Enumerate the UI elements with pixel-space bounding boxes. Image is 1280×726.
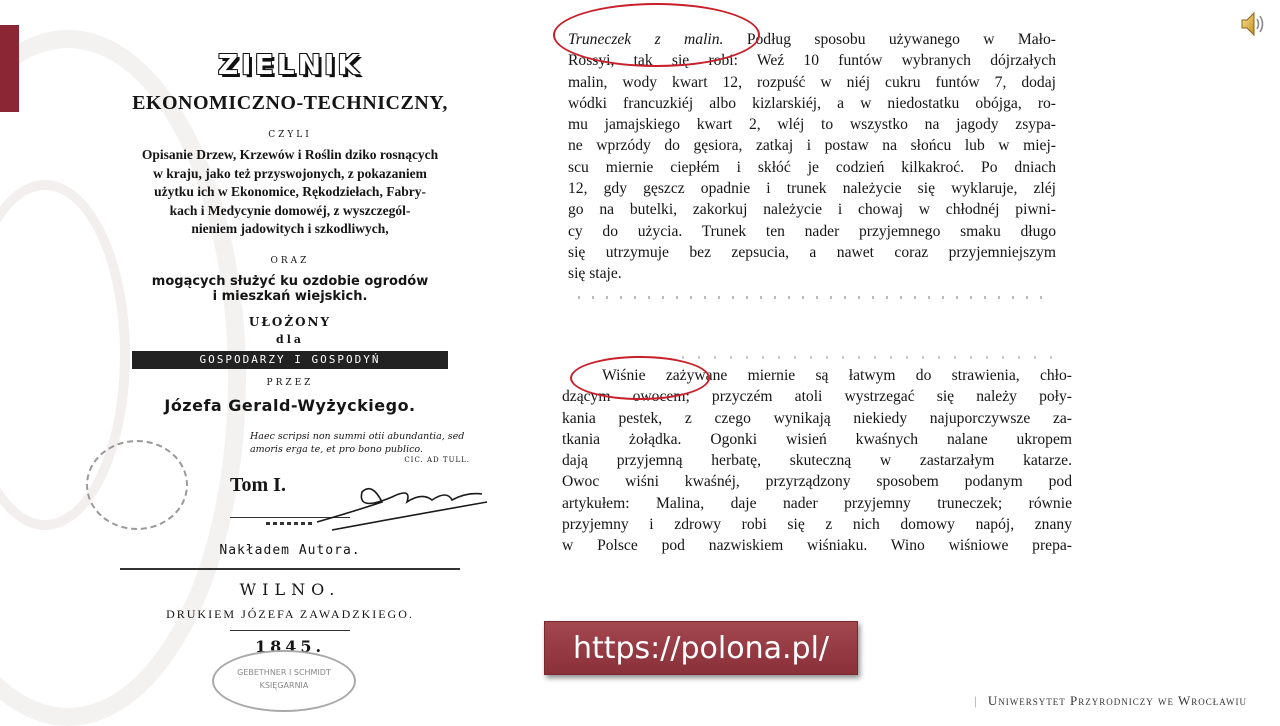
divider [230,630,350,631]
excerpt-line: wódki francuzkiéj albo kizlarskiéj, a w niedostatku obójga, ro- [568,94,1056,112]
excerpt-line: 12, gdy gęszcz opadnie i trunek należycie się wyklaruje, zléj [568,180,1056,198]
polona-link-button[interactable]: https://polona.pl/ [544,621,858,675]
mogacych-text [120,274,460,304]
speaker-icon[interactable] [1240,10,1266,38]
author-name: Józefa Gerald-Wyżyckiego. [164,396,416,415]
excerpt-line: artykułem: Malina, daje nader przyjemny truneczek; równie [562,494,1072,512]
bookseller-stamp [212,650,356,712]
ornament-divider [266,522,314,525]
quote-line: amoris erga te, et pro bono publico. [250,444,424,455]
mogacych-line: mogących służyć ku ozdobie ogrodów [151,274,429,289]
excerpt-line: go na butelki, zakorkuj należycie i chowaj w chłodnéj piwni- [568,201,1056,219]
quote-line: Haec scripsi non summi otii abundantia, sed [250,431,465,442]
publisher-note: Nakładem Autora. [219,543,361,558]
ulozony-label: UŁOŻONY [248,315,332,329]
cropped-text-fragment [682,356,1062,359]
city-label: WILNO. [239,580,341,599]
institution-name: Uniwersytet Przyrodniczy we Wrocławiu [987,693,1247,708]
excerpt-line: się utrzymuje bez zepsucia, a nawet coraz przyjemniejszym [568,243,1056,261]
cropped-text-fragment [578,296,1048,299]
excerpt-highlight-term: Truneczek z malin. [568,31,724,48]
description-line: kach i Medycynie domowéj, z wyszczegól- [169,202,411,218]
excerpt-line: malin, wody kwart 12, rozpuść w niéj cukru funtów 7, dodaj [568,73,1056,91]
book-title: ZIELNIK [217,48,363,81]
excerpt-line: dają przyjemną herbatę, skuteczną w zastarzałym katarze. [562,452,1072,470]
excerpt-line: w Polsce pod nazwiskiem wiśniaku. Wino wiśniowe prepa- [562,537,1072,555]
czyli-label: CZYLI [268,130,312,140]
footer-separator: | [973,693,978,708]
book-description [110,146,470,239]
mogacych-line: i mieszkań wiejskich. [212,289,368,304]
excerpt-line: dzącym owocem; przyczém atoli wystrzegać się należy poły- [562,388,1072,406]
latin-quote [250,430,480,456]
highlight-ellipse [570,356,710,400]
excerpt-line: tkania żołądka. Ogonki wisień kwaśnych nalane ukropem [562,430,1072,448]
description-line: Opisanie Drzew, Krzewów i Roślin dziko rosnących [141,147,439,162]
quote-source: CIC. AD TULL. [404,456,470,464]
signature-icon [312,472,492,532]
description-line: nieniem jadowitych i szkodliwych, [191,221,389,236]
accent-bar [0,25,19,112]
library-stamp [86,440,188,530]
highlight-ellipse [553,3,760,67]
description-line: w kraju, jako też przyswojonych, z pokazaniem [153,165,427,181]
gospodarzy-banner: GOSPODARZY I GOSPODYŃ [132,351,448,369]
volume-label: Tom I. [230,474,286,496]
excerpt-line: przyjemny i zdrowy robi się z nich domowy napój, znany [562,516,1072,534]
year-label: 1845. [254,637,326,656]
excerpt-line: ne wprzódy do gęsiora, zatkaj i postaw na słońcu lub w miej- [568,137,1056,155]
title-page-scan [80,40,500,712]
stamp-text: GEBETHNER I SCHMIDT KSIĘGARNIA [237,668,331,690]
book-subtitle: EKONOMICZNO-TECHNICZNY, [132,92,448,114]
excerpt-line: kania pestek, z czego wynikają niekiedy najuporczywsze za- [562,409,1072,427]
divider [120,568,460,570]
przez-label: PRZEZ [266,378,314,388]
oraz-label: ORAZ [270,256,310,266]
description-line: użytku ich w Ekonomice, Rękodziełach, Fabry- [154,184,426,199]
excerpt-line: Truneczek z malin. Podług sposobu używanego w Mało- [568,31,1056,48]
excerpt-line: cy do użycia. Trunek ten nader przyjemnego smaku długo [568,222,1056,240]
printer-label: DRUKIEM JÓZEFA ZAWADZKIEGO. [166,607,414,621]
excerpt-raspberry [568,29,1056,285]
dla-label: dla [276,333,304,346]
excerpt-line: Owoc wiśni kwaśnéj, przyrządzony sposobem podanym pod [562,473,1072,491]
excerpt-line: się staje. [568,265,622,283]
footer-institution [974,693,1247,709]
excerpt-line: Wiśnie zażywane miernie są łatwym do strawienia, chło- [602,367,1072,384]
excerpt-line: Rossyi, tak się robi: Weź 10 funtów wybranych dójrzałych [568,52,1056,70]
excerpt-line: scu miernie ciepłém i skłóć je codzień kilkakroć. Po dniach [568,158,1056,176]
excerpt-line: mu jamajskiego kwart 2, wléj to wszystko na jagody zsypa- [568,116,1056,134]
